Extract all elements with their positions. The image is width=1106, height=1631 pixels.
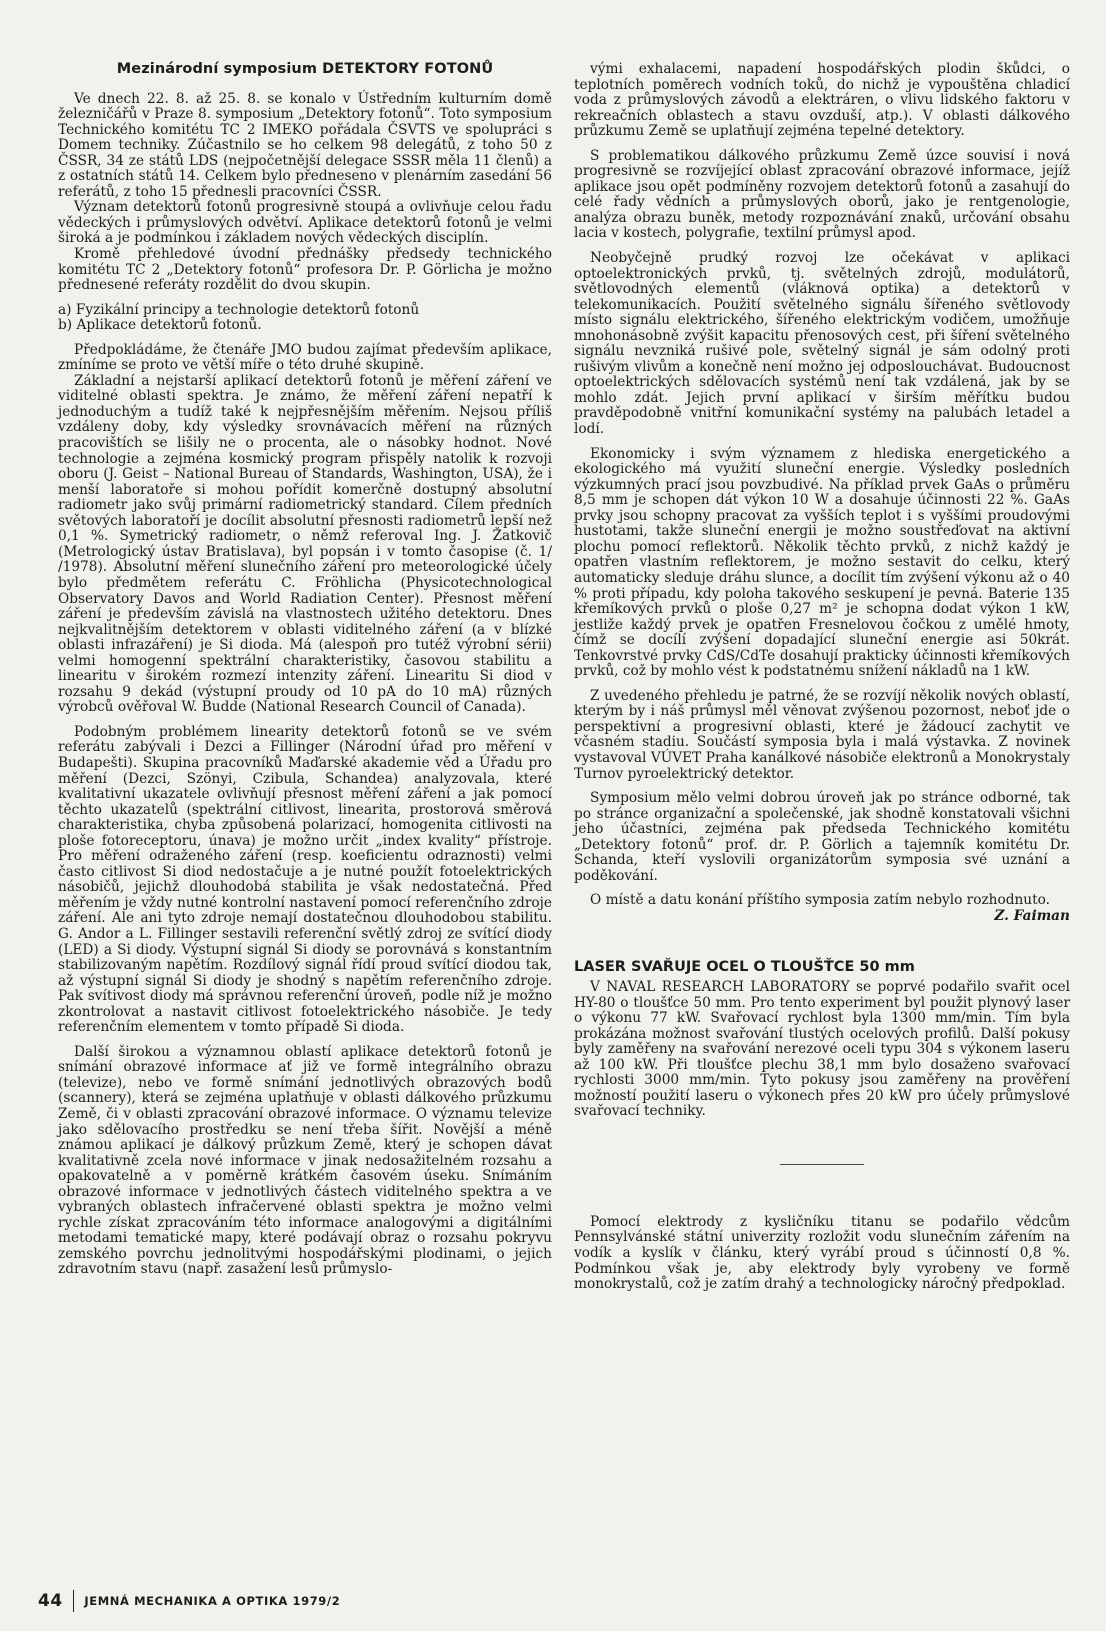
page-number: 44 (38, 1591, 63, 1611)
paragraph: Pomocí elektrody z kysličníku titanu se podařilo vědcům Pennsylvánské státní univerzity rozložit vodu slunečním zářením na vodík a kyslík v článku, který vyrábí proud s účinností 0,8 %. Podmínkou však je, aby elektrody byly vyrobeny ve formě monokrystalů, což je zatím drahý a technologicky náročný předpoklad. (574, 1213, 1070, 1293)
paragraph: Předpokládáme, že čtenáře JMO budou zajímat především aplikace, zmíníme se proto ve větší míře o této druhé skupině. (58, 341, 552, 374)
paragraph: Z uvedeného přehledu je patrné, že se rozvíjí několik nových oblastí, kterým by i náš průmysl měl věnovat zvýšenou pozornost, neboť jde o perspektivní a progresivní oblasti, které je žádoucí zachytit ve včasném stadiu. Součástí symposia byla i malá výstavka. Z novinek vystavoval VÚVET Praha kanálkové násobiče elektronů a Monokrystaly Turnov pyroelektrický detektor. (574, 687, 1070, 782)
paragraph: V NAVAL RESEARCH LABORATORY se poprvé podařilo svařit ocel HY-80 o tloušťce 50 mm. Pro tento experiment byl použit plynový laser o výkonu 77 kW. Svařovací rychlost byla 1300 mm/min. Tím byla prokázána možnost svařování tlustých ocelových profilů. Další pokusy byly zaměřeny na svařování nerezové oceli typu 304 s výkonem laseru až 100 kW. Při tloušťce plechu 38,1 mm bylo dosaženo svařovací rychlosti 3000 mm/min. Tyto pokusy jsou zaměřeny na prověření možností použití laseru o výkonech přes 20 kW pro účely průmyslové svařovací techniky. (574, 978, 1070, 1120)
list-item: a) Fyzikální principy a technologie detektorů fotonů (58, 301, 420, 318)
paragraph: O místě a datu konání příštího symposia zatím nebylo rozhodnuto. (590, 892, 1050, 909)
author-signature: Z. Faiman (994, 907, 1070, 924)
page-footer (38, 1590, 340, 1612)
right-column (574, 62, 1070, 1293)
footer-divider (73, 1590, 75, 1612)
paragraph: Symposium mělo velmi dobrou úroveň jak po stránce odborné, tak po stránce organizační a společenské, jak shodně konstatovali všichni jeho účastníci, zejména pak předseda Technického komitétu „Detektory fotonů“ prof. dr. P. Görlich a tajemník komitétu Dr. Schanda, kteří vyslovili organizátorům symposia své uznání a poděkování. (574, 790, 1070, 884)
paragraph: Význam detektorů fotonů progresivně stoupá a ovlivňuje celou řadu vědeckých i průmyslových odvětví. Aplikace detektorů fotonů je velmi široká a je podmínkou i základem nových vědeckých disciplín. (58, 199, 552, 247)
paragraph: Kromě přehledové úvodní přednášky předsedy technického komitétu TC 2 „Detektory fotonů“ profesora Dr. P. Görlicha je možno přednesené referáty rozdělit do dvou skupin. (58, 246, 552, 294)
paragraph: Ve dnech 22. 8. až 25. 8. se konalo v Ústředním kulturním domě železničářů v Praze 8. symposium „Detektory fotonů“. Toto symposium Technického komitétu TC 2 IMEKO pořádala ČSVTS ve spolupráci s Domem techniky. Zúčastnilo se ho celkem 98 delegátů, z toho 50 z ČSSR, 34 ze států LDS (nejpočetnější delegace SSSR měla 11 členů) a z ostatních států 14. Celkem bylo předneseno v plenárním zasedání 56 referátů, z toho 15 přednesli pracovníci ČSSR. (58, 90, 552, 200)
paragraph: Další širokou a významnou oblastí aplikace detektorů fotonů je snímání obrazové informace ať již ve formě integrálního obrazu (televize), nebo ve formě snímání jednotlivých obrazových bodů (scannery), která se zejména uplatňuje v oblasti dálkového průzkumu Země, či v oblasti zpracování obrazové informace. O významu televize jako sdělovacího prostředku se není třeba šířit. Novější a méně známou aplikací je dálkový průzkum Země, který je schopen dávat kvalitativně zcela nové informace v jinak nedosažitelném rozsahu a opakovatelně a v poměrně krátkém časovém úseku. Snímáním obrazové informace v jednotlivých částech viditelného spektra a ve vybraných oblastech infračervené oblasti spektra je možno velmi rychle získat zpracováním této informace analogovými a digitálními metodami tematické mapy, které podávají obraz o rozsahu pokryvu zemského povrchu jednolitvými hospodářskými plodinami, o jejich zdravotním stavu (např. zasažení lesů průmyslo- (58, 1043, 552, 1278)
divider (780, 1164, 864, 1165)
paragraph: Ekonomicky i svým významem z hlediska energetického a ekologického má využití sluneční energie. Výsledky posledních výzkumných prací jsou povzbudivé. Na příklad prvek GaAs o průměru 8,5 mm je schopen dát výkon 10 W a dosahuje účinnosti 22 %. GaAs prvky jsou schopny pracovat za vyšších teplot i s vyššími proudovými hustotami, takže sluneční energii je možno soustřeďovat na aktivní plochu pomocí reflektorů. Několik těchto prvků, z nichž každý je opatřen vlastním reflektorem, je možno sestavit do celku, který automaticky sleduje dráhu slunce, a docílit tím zvýšení výkonu až o 40 % proti případu, kdy poloha takového seskupení je pevná. Baterie 135 křemíkových prvků o ploše 0,27 m² je schopna dodat výkon 1 kW, jestliže každý prvek je opatřen Fresnelovou čočkou z umělé hmoty, čímž se docílí zvýšení dopadající sluneční energie asi 50krát. Tenkovrstvé prvky CdS/CdTe dosahují prakticky účinnosti křemíkových prvků, což by mohlo vést k podstatnému snížení nákladů na 1 kW. (574, 445, 1070, 680)
paragraph: Neobyčejně prudký rozvoj lze očekávat v aplikaci optoelektronických prvků, tj. světelných zdrojů, modulátorů, světlovodných elementů (vláknová optika) a detektorů v telekomunikacích. Použití světelného signálu šířeného světlovody místo signálu elektrického, šířeného elektrickým vodičem, umožňuje mnohonásobně zvýšit kapacitu přenosových cest, při šíření světelného signálu nevzniká rušivé pole, světelný signál je sám odolný proti rušivým vlivům a konečně není možno jej odposlouchávat. Budoucnost optoelektrických sdělovacích systémů není tak vzdálená, jak by se mohlo zdát. Jejich první aplikací v širším měřítku budou pravděpodobně vnitřní komunikační systémy na palubách letadel a lodí. (574, 250, 1070, 438)
paragraph: Základní a nejstarší aplikací detektorů fotonů je měření záření ve viditelné oblasti spektra. Je známo, že měření záření nepatří k jednoduchým a tudíž také k nejpřesnějším měřením. Nejsou příliš vzdáleny doby, kdy výsledky srovnávacích měření na různých pracovištích se lišily ne o procenta, ale o násobky hodnot. Nové technologie a zejména kosmický program přispěly natolik k rozvoji oboru (J. Geist – National Bureau of Standards, Washington, USA), že i menší laboratoře si mohou pořídit komerčně dostupný absolutní radiometr jako svůj primární radiometrický standard. Cílem předních světových laboratoří je docílit absolutní přesnosti radiometrů lepší než 0,1 %. Symetrický radiometr, o němž referoval Ing. J. Žatkovič (Metrologický ústav Bratislava), byl popsán i v tomto časopise (č. 1/ /1978). Absolutní měření slunečního záření pro meteorologické účely bylo předmětem referátu C. Fröhlicha (Physicotechnological Observatory Davos and World Radiation Center). Přesnost měření záření je především závislá na vlastnostech užitého detektoru. Dnes nejkvalitnějším detektorem v oblasti viditelného záření (a v blízké oblasti infrazáření) je Si dioda. Má (alespoň pro tutéž výrobní sérii) velmi homogenní spektrální charakteristiky, časovou stabilitu a linearitu v širokém rozmezí intenzity záření. Linearitu Si diod v rozsahu 9 dekád (výstupní proudy od 10 pA do 10 mA) různých výrobců ověřoval W. Budde (National Research Council of Canada). (58, 372, 552, 716)
journal-name: JEMNÁ MECHANIKA A OPTIKA 1979/2 (84, 1594, 341, 1608)
news-heading: LASER SVAŘUJE OCEL O TLOUŠŤCE 50 mm (574, 959, 915, 976)
article-heading: Mezinárodní symposium DETEKTORY FOTONŮ (116, 61, 494, 77)
paragraph: S problematikou dálkového průzkumu Země úzce souvisí i nová progresivně se rozvíjející oblast zpracování obrazové informace, jejíž aplikace jsou opět podmíněny rozvojem detektorů fotonů a zasahují do celé řady vědních a průmyslových oborů, jako je rentgenologie, analýza obrazu buněk, metody rozpoznávání znaků, určování obsahu lacia v kostech, polygrafie, textilní průmysl apod. (574, 147, 1070, 242)
spacer (574, 924, 1070, 960)
paragraph: vými exhalacemi, napadení hospodářských plodin škůdci, o teplotních poměrech vodních toků, do nichž je vypouštěna chladicí voda z průmyslových závodů a elektráren, o vlivu lidského faktoru v rekreačních oblastech a stavu ovzduší, atp.). V oblasti dálkového průzkumu Země se uplatňují zejména tepelné detektory. (574, 61, 1070, 140)
list-item: b) Aplikace detektorů fotonů. (58, 317, 262, 334)
left-column (58, 62, 552, 1278)
paragraph: Podobným problémem linearity detektorů fotonů se ve svém referátu zabývali i Dezci a Fillinger (Národní úřad pro měření v Budapešti). Skupina pracovníků Maďarské akademie věd a Úřadu pro měření (Dezci, Szönyi, Czibula, Schandea) analyzovala, které kvalitativní ukazatele ovlivňují přesnost měření záření a jak pomocí těchto ukazatelů (spektrální citlivost, linearita, prostorová směrová charakteristika, chyba způsobená polarizací, homogenita citlivosti na ploše fotoreceptoru, únava) je možno určit „index kvality“ přístroje. Pro měření odraženého záření (resp. koeficientu odraznosti) velmi často citlivost Si diod nedostačuje a je nutné použít fotoelektrických násobičů, jejichž dlouhodobá stabilita je však nedostatečná. Před měřením je vždy nutné kontrolní nastavení pomocí referenčního zdroje záření. Ale ani tyto zdroje nemají dostatečnou dlouhodobou stabilitu. G. Andor a L. Fillinger sestavili referenční světlý zdroj ze svítící diody (LED) a Si diody. Výstupní signál Si diody se porovnává s konstantním stabilizovaným napětím. Rozdílový signál řídí proud svítící diodou tak, až výstupní signál Si diody je shodný s napětím referenčního zdroje. Pak svítivost diody má správnou referenční úroveň, podle níž je možno zkontrolovat a nastavit citlivost fotoelektrického násobiče. Je tedy referenčním elementem v tomto případě Si dioda. (58, 723, 552, 1036)
